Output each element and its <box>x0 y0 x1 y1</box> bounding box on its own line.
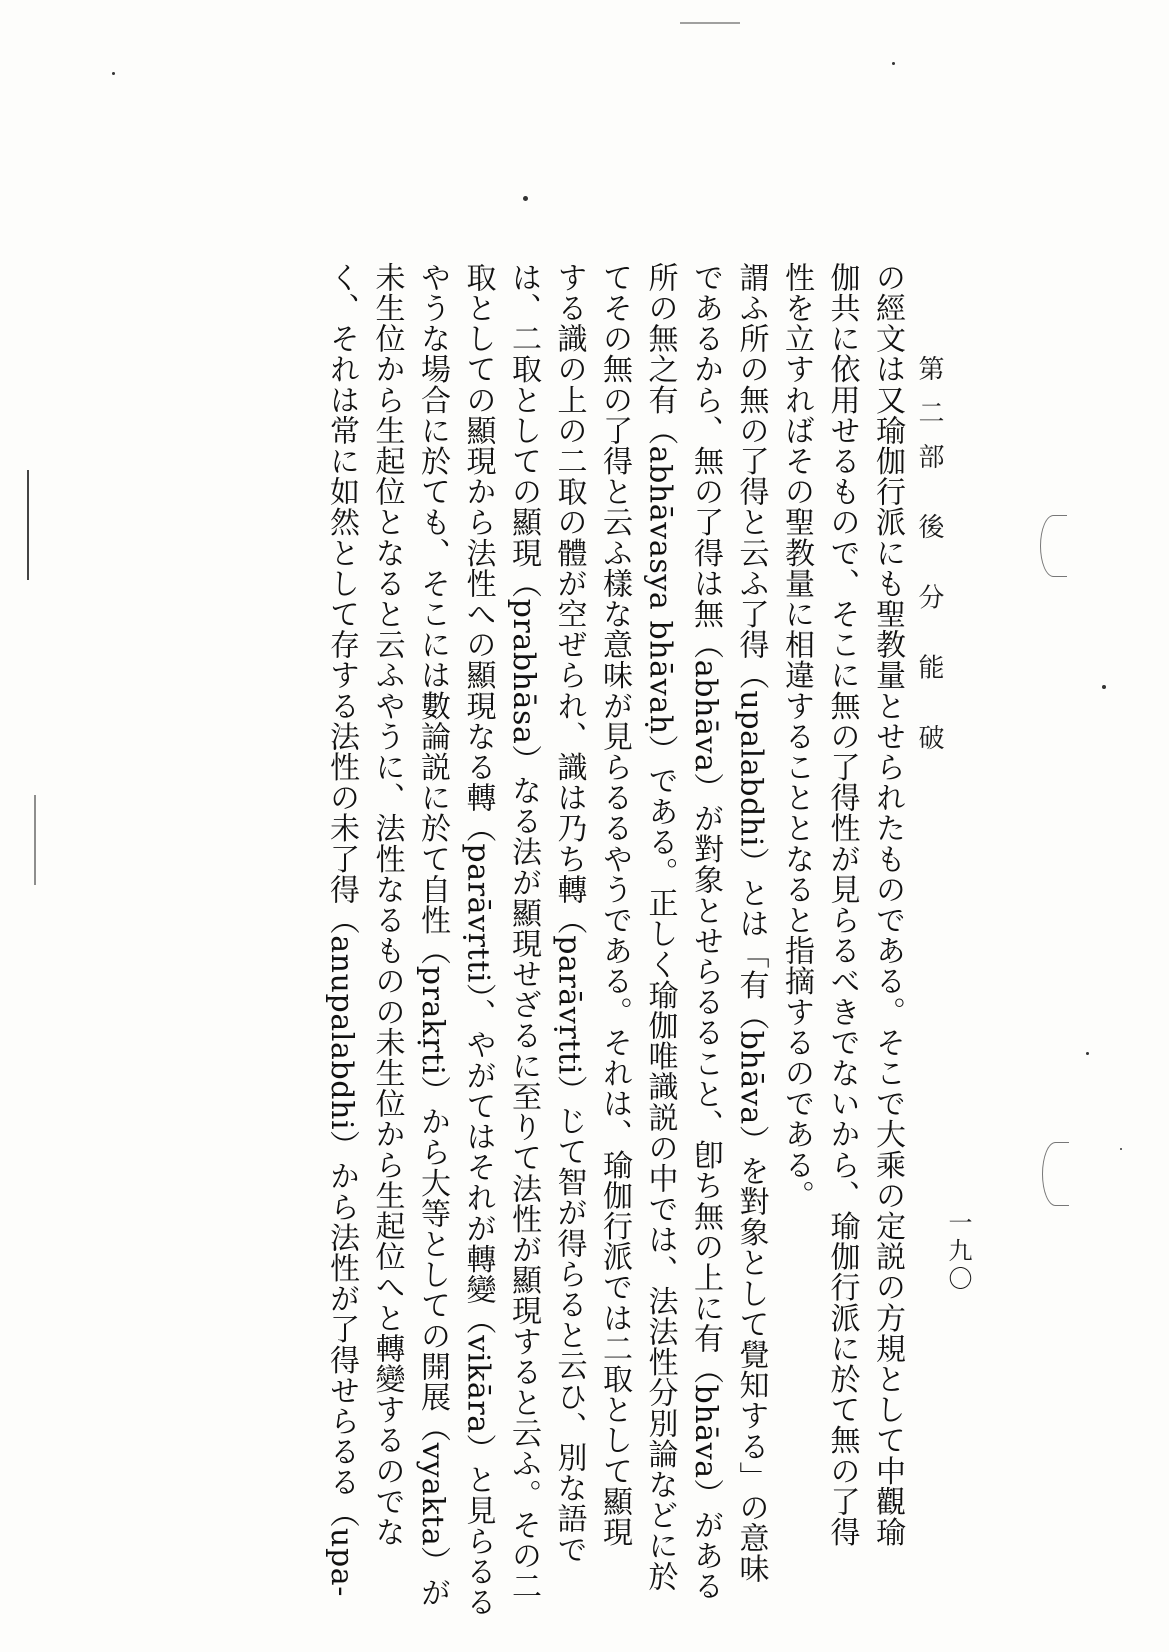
text-line: 性を立すればその聖教量に相違することとなると指摘するのである。 <box>779 262 814 1211</box>
text-line: の經文は又瑜伽行派にも聖教量とせられたものである。そこで大乘の定説の方規として中觀瑜 <box>870 262 905 1548</box>
scan-mark <box>680 22 740 24</box>
text-line: 取としての顯現から法性への顯現なる轉（parāvṛtti）、やがてはそれが轉變（vikāra）と見らるる <box>460 262 496 1618</box>
running-header: 第二部 後 分 能 破 <box>914 355 944 769</box>
scan-mark <box>27 470 29 580</box>
scan-mark <box>34 795 36 885</box>
text-line: く、それは常に如然として存する法性の未了得（anupalabdhi）から法性が了得せらるる（upa- <box>324 262 359 1597</box>
text-line: 伽共に依用せるもので、そこに無の了得性が見らるべきでないから、瑜伽行派に於て無の了得 <box>824 262 860 1548</box>
body-text <box>140 262 910 1618</box>
scan-speck <box>523 196 528 201</box>
scan-speck <box>1086 1052 1089 1055</box>
text-line: する識の上の二取の體が空ぜられ、識は乃ち轉（parāvṛtti）じて智が得らると云ひ、別な語で <box>551 262 587 1565</box>
text-line: は、二取としての顯現（prabhāsa）なる法が顯現せざるに至りて法性が顯現すると云ふ。その二 <box>506 262 541 1602</box>
text-line: 所の無之有（abhāvasya bhāvaḥ）である。正しく瑜伽唯識説の中では、法法性分別論などに於 <box>642 262 678 1592</box>
page-number: 一九〇 <box>944 1210 972 1294</box>
text-line: 謂ふ所の無の了得と云ふ了得（upalabdhi）とは「有（bhāva）を對象として覺知する」の意味 <box>733 262 769 1584</box>
scan-speck <box>1102 685 1106 689</box>
text-line: 未生位から生起位となると云ふやうに、法性なるものの未生位から生起位へと轉變するのでな <box>369 262 405 1548</box>
scan-arc <box>1042 1142 1069 1206</box>
scan-arc <box>1040 515 1067 577</box>
scan-speck <box>1120 1148 1122 1150</box>
text-line: やうな場合に於ても、そこには數論説に於て自性（prakṛti）から大等としての開展（vyakta）が <box>415 262 450 1608</box>
text-line: てその無の了得と云ふ樣な意味が見らるるやうである。それは、瑜伽行派では二取として顯現 <box>597 262 632 1548</box>
scan-speck <box>112 72 115 75</box>
text-line: であるから、無の了得は無（abhāva）が對象とせらるること、卽ち無の上に有（bhāva）がある <box>688 262 723 1602</box>
scan-speck <box>892 62 895 65</box>
